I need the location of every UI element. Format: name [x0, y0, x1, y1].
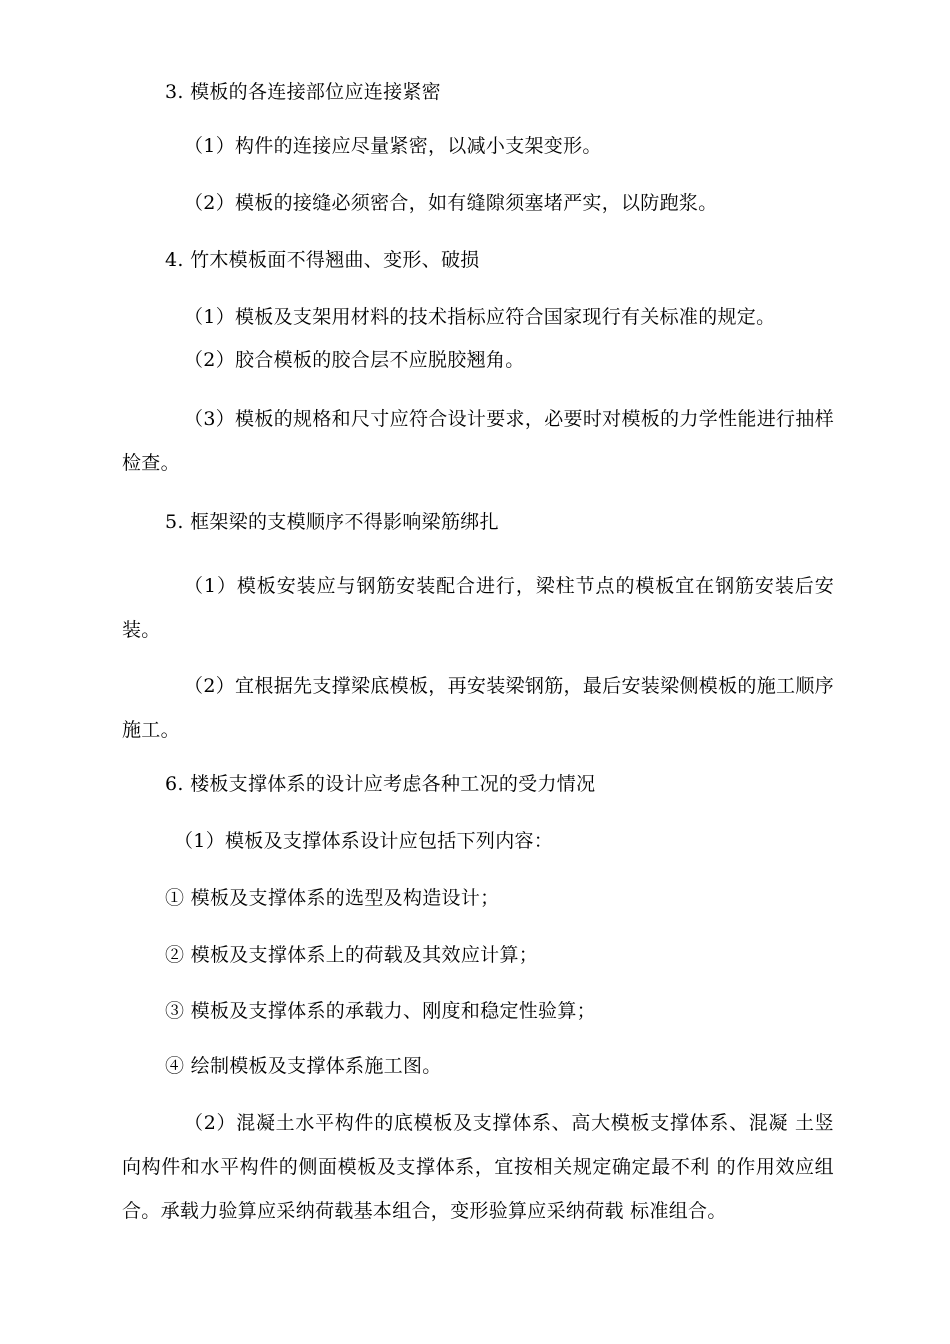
paragraph-4-1: （1）模板及支架用材料的技术指标应符合国家现行有关标准的规定。: [184, 306, 776, 328]
paragraph-3-2: （2）模板的接缝必须密合，如有缝隙须塞堵严实，以防跑浆。: [184, 192, 718, 214]
section-heading-6: 6. 楼板支撑体系的设计应考虑各种工况的受力情况: [165, 773, 596, 795]
section-heading-5: 5. 框架梁的支模顺序不得影响梁筋绑扎: [165, 511, 499, 533]
paragraph-5-1: （1）模板安装应与钢筋安装配合进行，梁柱节点的模板宜在钢筋安装后安装。: [122, 575, 834, 641]
paragraph-4-3: （3）模板的规格和尺寸应符合设计要求，必要时对模板的力学性能进行抽样检查。: [122, 408, 834, 474]
list-item-4: ④ 绘制模板及支撑体系施工图。: [165, 1055, 442, 1077]
list-item-2: ② 模板及支撑体系上的荷载及其效应计算；: [165, 944, 539, 966]
paragraph-4-2: （2）胶合模板的胶合层不应脱胶翘角。: [184, 349, 525, 371]
section-heading-4: 4. 竹木模板面不得翘曲、变形、破损: [165, 249, 480, 271]
paragraph-6-1: （1）模板及支撑体系设计应包括下列内容：: [174, 830, 554, 852]
list-item-3: ③ 模板及支撑体系的承载力、刚度和稳定性验算；: [165, 1000, 596, 1022]
list-item-1: ① 模板及支撑体系的选型及构造设计；: [165, 887, 500, 909]
paragraph-5-2: （2）宜根据先支撑梁底模板，再安装梁钢筋，最后安装梁侧模板的施工顺序施工。: [122, 675, 834, 741]
paragraph-3-1: （1）构件的连接应尽量紧密，以减小支架变形。: [184, 135, 602, 157]
section-heading-3: 3. 模板的各连接部位应连接紧密: [165, 81, 441, 103]
paragraph-6-2: （2）混凝土水平构件的底模板及支撑体系、高大模板支撑体系、混凝 土竖向构件和水平构件的侧面模板及支撑体系，宜按相关规定确定最不利 的作用效应组合。承载力验算应采纳荷载基本组合，变形验算应采纳荷载 标准组合。: [122, 1112, 834, 1222]
